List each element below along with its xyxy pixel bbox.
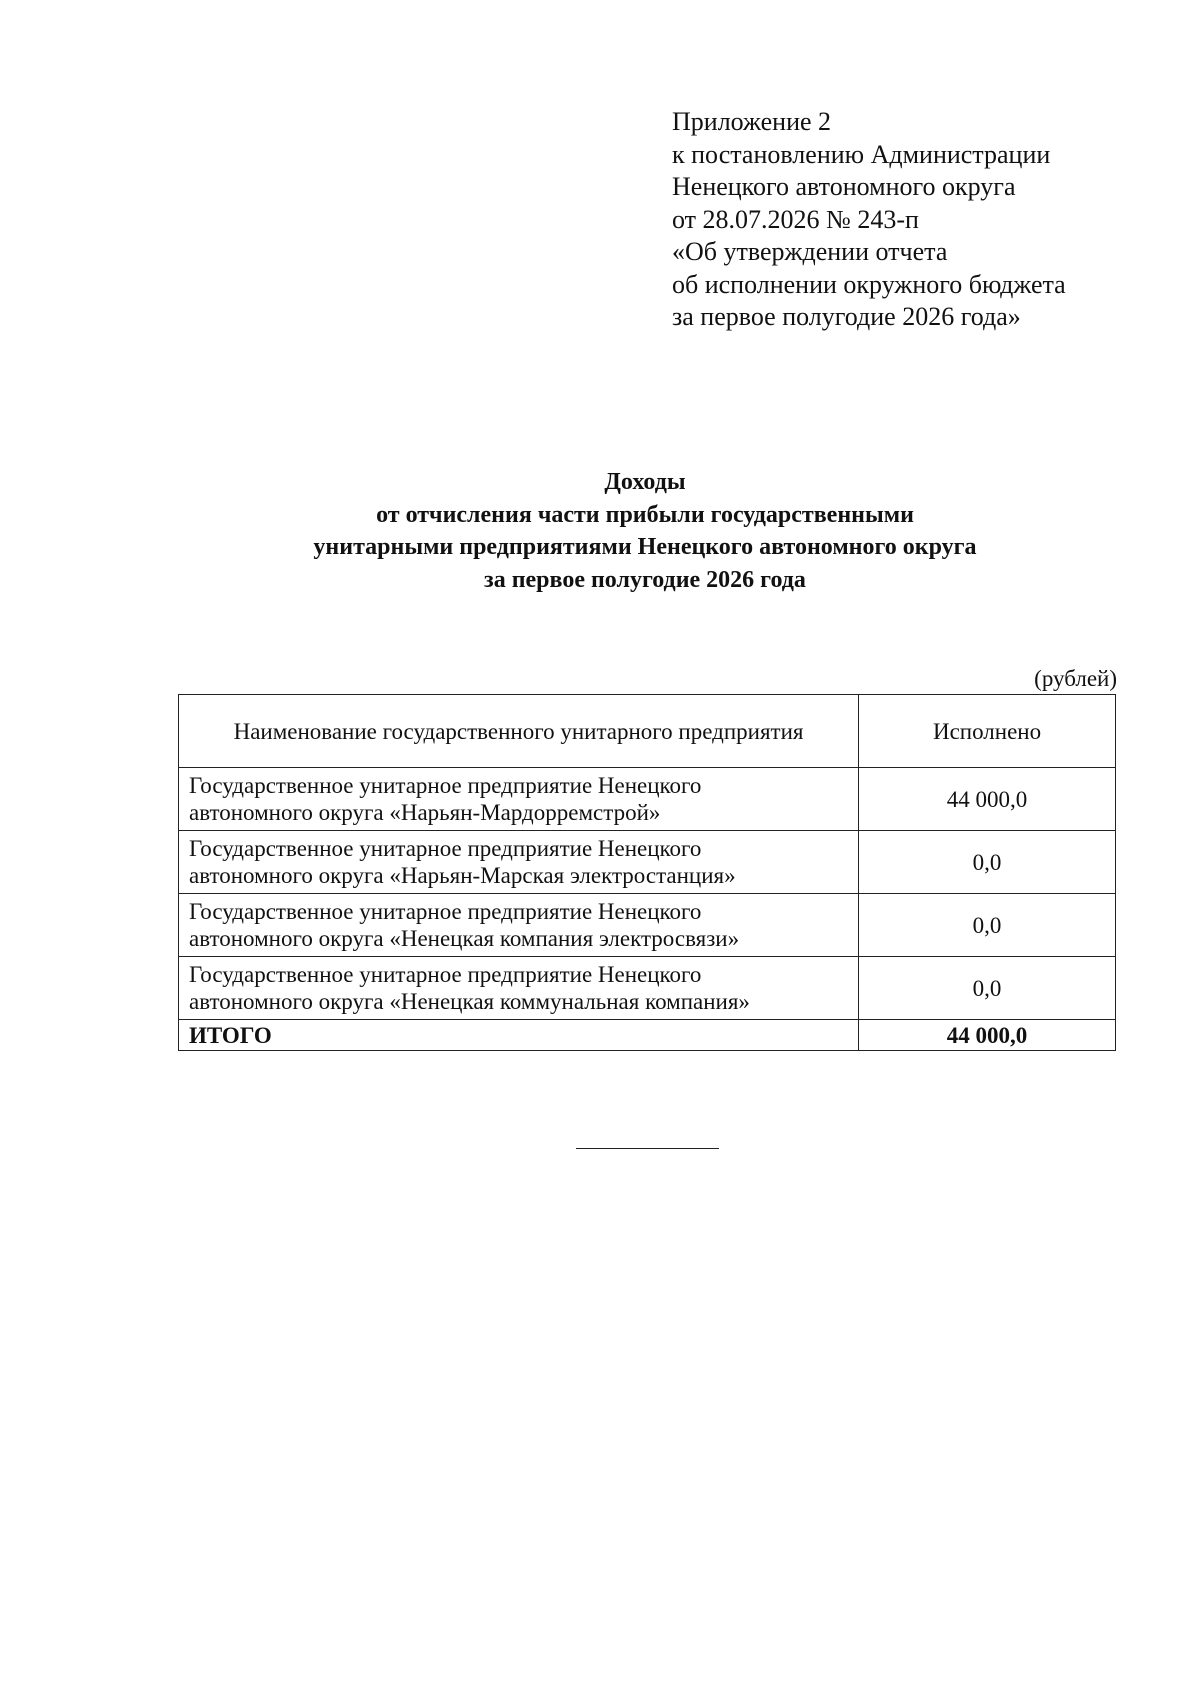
enterprise-name-cell: [179, 894, 859, 957]
executed-value: 44 000,0: [859, 768, 1116, 831]
annex-line: об исполнении окружного бюджета: [672, 269, 1066, 299]
total-label: ИТОГО: [179, 1020, 859, 1051]
table-row: [179, 831, 1116, 894]
enterprise-name-line: автономного округа «Ненецкая коммунальная компания»: [189, 989, 750, 1014]
annex-line: от 28.07.2026 № 243-п: [672, 204, 919, 234]
enterprise-name-line: Государственное унитарное предприятие Ненецкого: [189, 962, 702, 987]
executed-value: 0,0: [859, 957, 1116, 1020]
title-line: от отчисления части прибыли государственными: [376, 501, 914, 528]
table-row: [179, 768, 1116, 831]
header-executed: Исполнено: [859, 695, 1116, 768]
title-line: Доходы: [604, 469, 686, 495]
enterprise-name-line: Государственное унитарное предприятие Ненецкого: [189, 773, 702, 798]
enterprise-name-line: автономного округа «Нарьян-Марская электростанция»: [189, 863, 736, 888]
executed-value: 0,0: [859, 831, 1116, 894]
unit-label: (рублей): [1034, 666, 1117, 691]
document-title: [0, 466, 1200, 596]
enterprise-name-cell: [179, 768, 859, 831]
annex-line: Приложение 2: [672, 107, 832, 136]
total-row: [179, 1020, 1116, 1051]
total-value: 44 000,0: [859, 1020, 1116, 1051]
table-row: [179, 894, 1116, 957]
enterprise-name-line: Государственное унитарное предприятие Ненецкого: [189, 836, 702, 861]
annex-block: [672, 106, 1172, 334]
annex-line: Ненецкого автономного округа: [672, 172, 1016, 201]
table-header-row: [179, 695, 1116, 768]
table-row: [179, 957, 1116, 1020]
annex-line: к постановлению Администрации: [672, 139, 1051, 169]
closing-line: [576, 1148, 719, 1149]
annex-line: за первое полугодие 2026 года»: [672, 302, 1021, 331]
enterprise-name-cell: [179, 831, 859, 894]
title-line: за первое полугодие 2026 года: [484, 566, 806, 593]
annex-line: «Об утверждении отчета: [672, 237, 948, 266]
enterprise-name-cell: [179, 957, 859, 1020]
title-line: унитарными предприятиями Ненецкого автономного округа: [313, 534, 977, 560]
header-enterprise-name: Наименование государственного унитарного предприятия: [179, 695, 859, 768]
executed-value: 0,0: [859, 894, 1116, 957]
enterprise-name-line: Государственное унитарное предприятие Ненецкого: [189, 899, 702, 924]
income-table: [178, 694, 1116, 1051]
enterprise-name-line: автономного округа «Ненецкая компания электросвязи»: [189, 926, 740, 951]
enterprise-name-line: автономного округа «Нарьян-Мардорремстрой»: [189, 800, 661, 825]
